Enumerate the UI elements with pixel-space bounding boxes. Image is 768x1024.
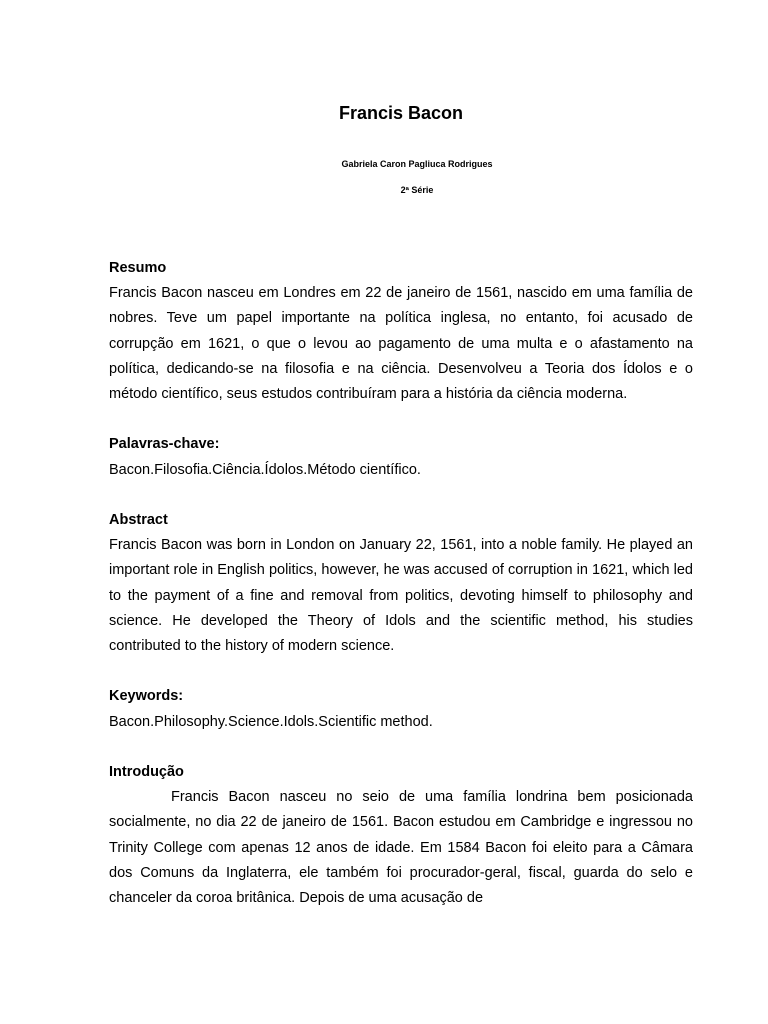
document-body (109, 256, 693, 911)
section-abstract (109, 508, 693, 659)
spacer (109, 659, 693, 684)
spacer (109, 735, 693, 760)
resumo-heading: Resumo (109, 260, 167, 276)
spacer (109, 483, 693, 508)
document-title: Francis Bacon (338, 103, 464, 123)
keywords-heading: Keywords: (109, 688, 184, 705)
abstract-text: Francis Bacon was born in London on January 22, 1561, into a noble family. He played an important role in English politics, however, he was accused of corruption in 1621, which led to the payment of a fine and removal from politics, devoting himself to philosophy and science. He developed the Theory of Idols and the scientific method, his studies contributed to the history of modern science. (109, 537, 693, 655)
palavras-chave-text: Bacon.Filosofia.Ciência.Ídolos.Método científico. (109, 461, 421, 478)
abstract-heading: Abstract (109, 512, 168, 528)
section-resumo (109, 256, 693, 407)
section-keywords (109, 684, 693, 734)
palavras-chave-heading: Palavras-chave: (109, 436, 220, 453)
spacer (109, 407, 693, 432)
section-palavras-chave (109, 432, 693, 482)
resumo-text: Francis Bacon nasceu em Londres em 22 de janeiro de 1561, nascido em uma família de nobres. Teve um papel importante na política inglesa, no entanto, foi acusado de corrupção em 1621, o que o levou ao pagamento de uma multa e o afastamento na política, dedicando-se na filosofia e na ciência. Desenvolveu a Teoria dos Ídolos e o método científico, seus estudos contribuíram para a história da ciência moderna. (109, 285, 693, 403)
author-name: Gabriela Caron Pagliuca Rodrigues (341, 159, 493, 169)
section-introducao (109, 760, 693, 911)
keywords-text: Bacon.Philosophy.Science.Idols.Scientific method. (109, 713, 433, 730)
grade-label: 2ª Série (400, 185, 434, 195)
introducao-heading: Introdução (109, 764, 184, 780)
introducao-text: Francis Bacon nasceu no seio de uma família londrina bem posicionada socialmente, no dia 22 de janeiro de 1561. Bacon estudou em Cambridge e ingressou no Trinity College com apenas 12 anos de idade. Em 1584 Bacon foi eleito para a Câmara dos Comuns da Inglaterra, ele também foi procurador-geral, fiscal, guarda do selo e chanceler da coroa britânica. Depois de uma acusação de (109, 789, 693, 907)
